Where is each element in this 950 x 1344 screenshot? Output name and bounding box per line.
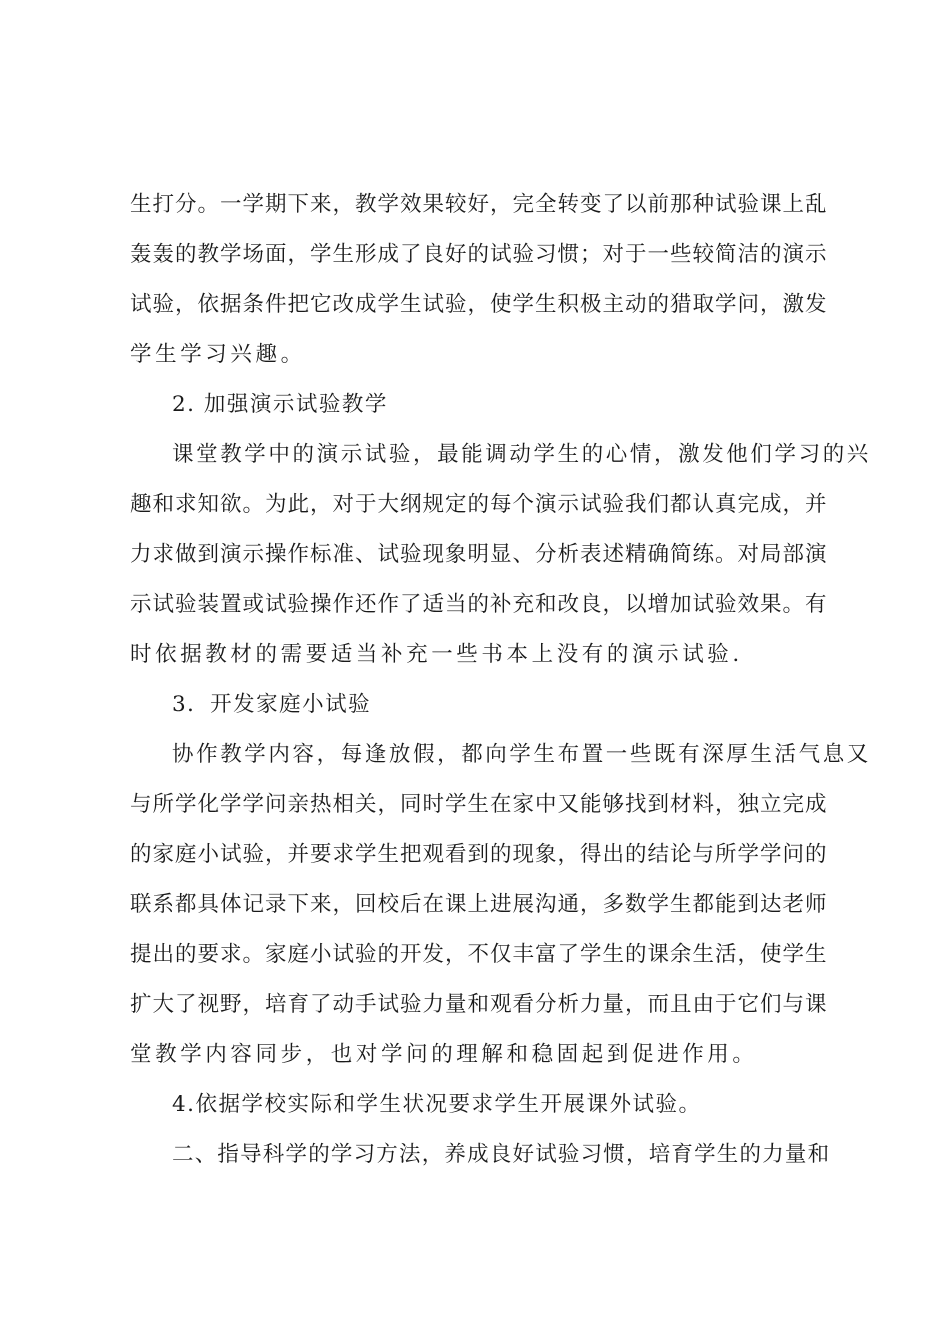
paragraph-line: 的家庭小试验，并要求学生把观看到的现象，得出的结论与所学学问的: [130, 842, 828, 867]
paragraph-line: 学生学习兴趣。: [130, 342, 306, 367]
paragraph-line: 轰轰的教学场面，学生形成了良好的试验习惯；对于一些较简洁的演示: [130, 242, 828, 267]
paragraph-line: 示试验装置或试验操作还作了适当的补充和改良，以增加试验效果。有: [130, 592, 828, 617]
section-heading: 4.依据学校实际和学生状况要求学生开展课外试验。: [172, 1092, 702, 1117]
paragraph-line: 课堂教学中的演示试验，最能调动学生的心情，激发他们学习的兴: [172, 442, 871, 467]
paragraph-line: 时依据教材的需要适当补充一些书本上没有的演示试验.: [130, 642, 743, 667]
paragraph-line: 趣和求知欲。为此，对于大纲规定的每个演示试验我们都认真完成，并: [130, 492, 828, 517]
paragraph-line: 生打分。一学期下来，教学效果较好，完全转变了以前那种试验课上乱: [130, 192, 828, 217]
paragraph-line: 试验，依据条件把它改成学生试验，使学生积极主动的猎取学问，激发: [130, 292, 828, 317]
paragraph-line: 扩大了视野，培育了动手试验力量和观看分析力量，而且由于它们与课: [130, 992, 828, 1017]
paragraph-line: 提出的要求。家庭小试验的开发，不仅丰富了学生的课余生活，使学生: [130, 942, 828, 967]
section-heading: 二、指导科学的学习方法，养成良好试验习惯，培育学生的力量和: [172, 1142, 831, 1167]
paragraph-line: 堂教学内容同步，也对学问的理解和稳固起到促进作用。: [130, 1042, 758, 1067]
section-heading: 3．开发家庭小试验: [172, 692, 372, 717]
paragraph-line: 力求做到演示操作标准、试验现象明显、分析表述精确简练。对局部演: [130, 542, 828, 567]
section-heading: 2. 加强演示试验教学: [172, 392, 388, 417]
paragraph-line: 联系都具体记录下来，回校后在课上进展沟通，多数学生都能到达老师: [130, 892, 828, 917]
paragraph-line: 协作教学内容，每逢放假，都向学生布置一些既有深厚生活气息又: [172, 742, 871, 767]
paragraph-line: 与所学化学学问亲热相关，同时学生在家中又能够找到材料，独立完成: [130, 792, 828, 817]
